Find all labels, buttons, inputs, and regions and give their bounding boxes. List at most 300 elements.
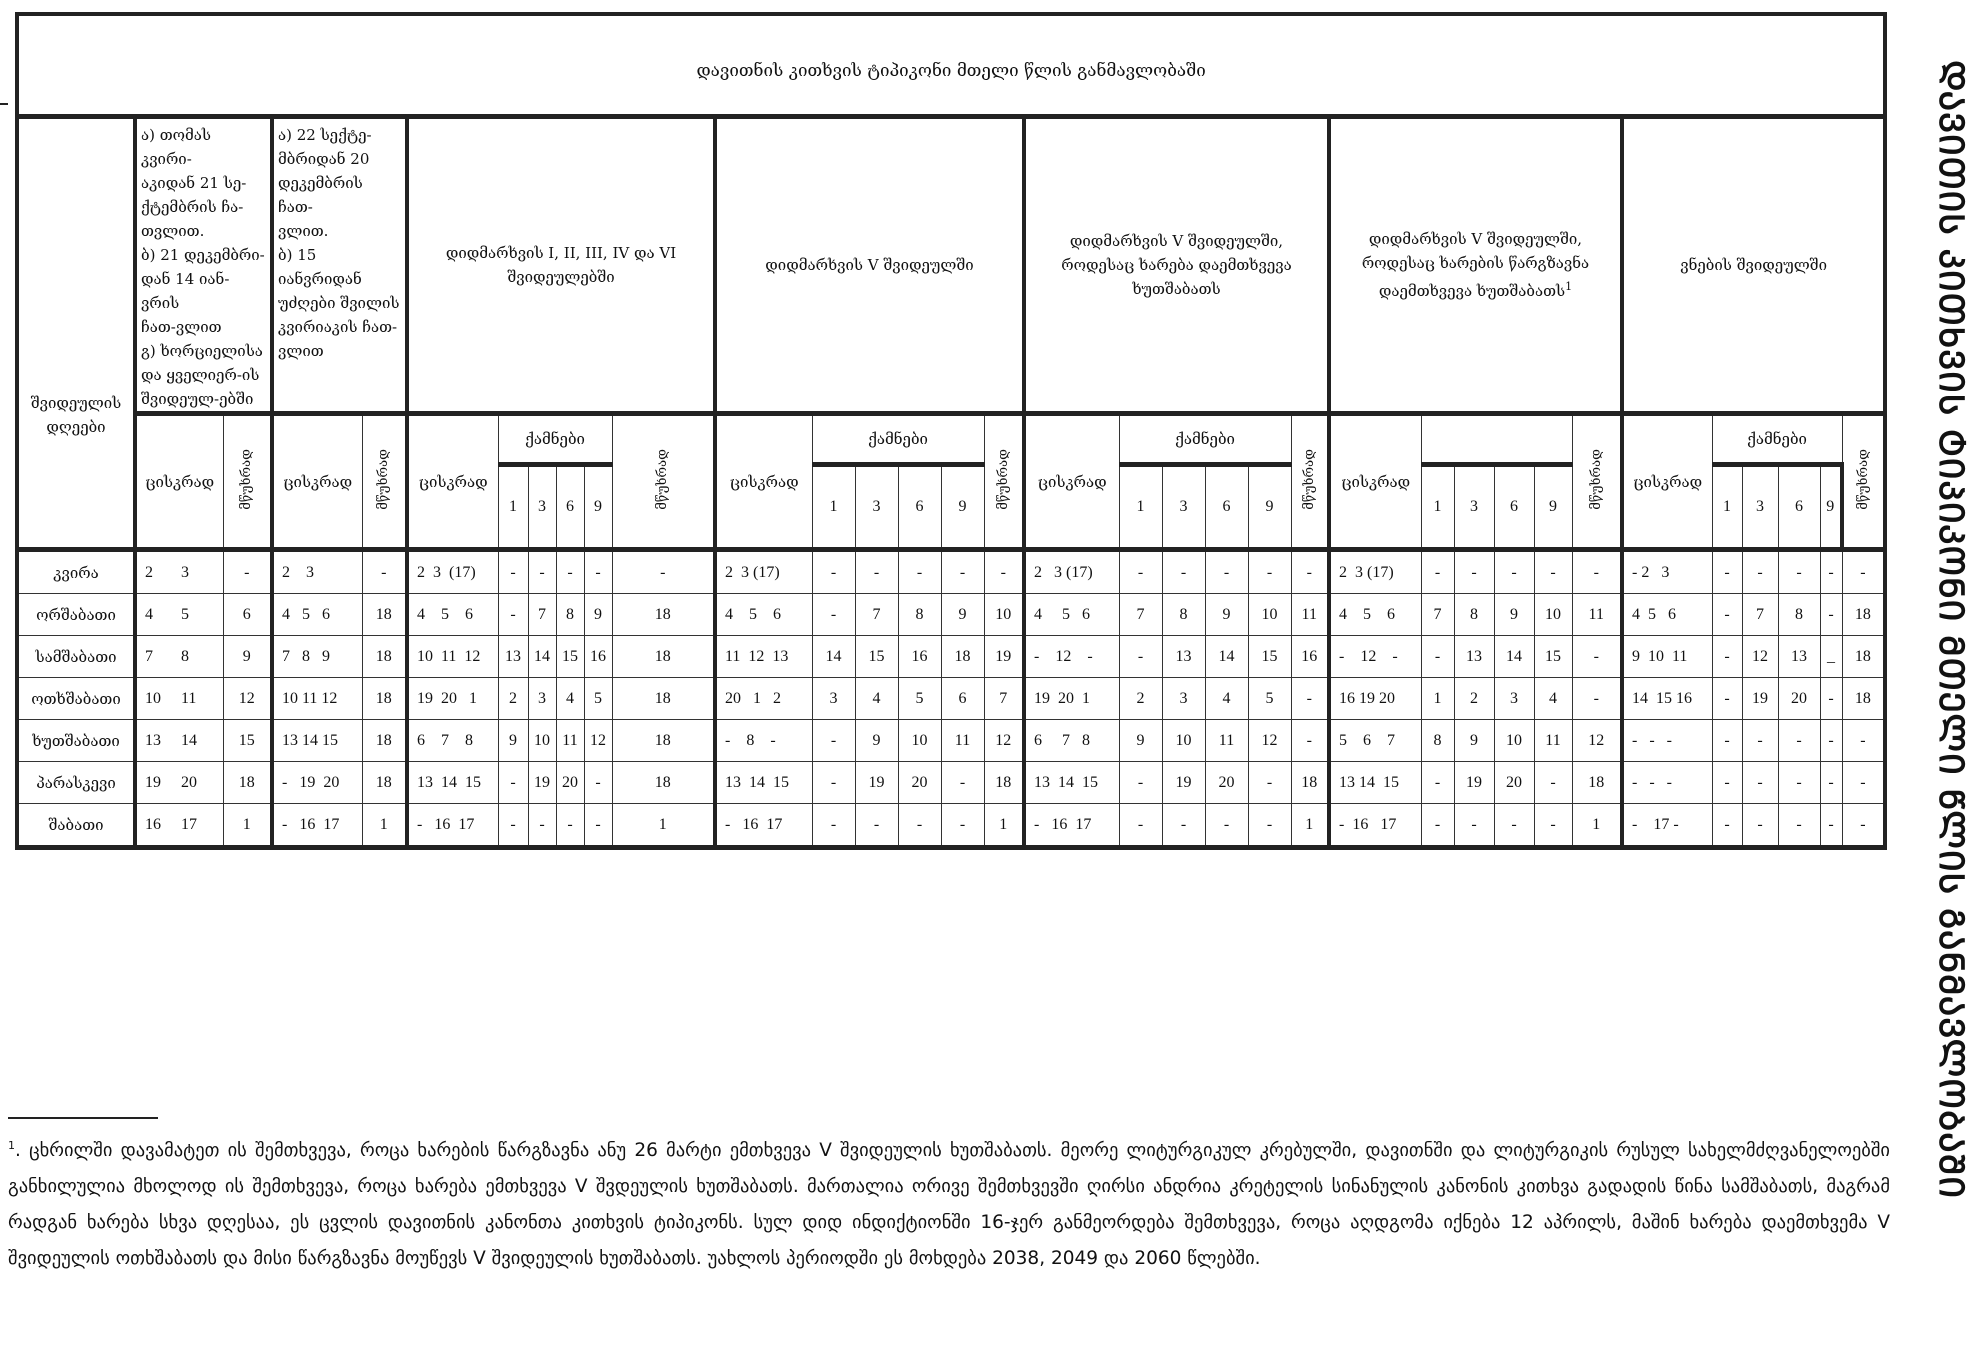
value-cell: 8 — [1454, 594, 1494, 636]
matins-header: ცისკრად — [272, 414, 362, 550]
period-note-1: ა) თომას კვირი- აკიდან 21 სე- ქტემბრის ჩა- თვლით. ბ) 21 დეკემბრი- დან 14 იან-ვრის ჩათ-ვლით გ) ხორციელისა და ყველიერ-ის შვიდეულ-ებში — [135, 117, 272, 414]
kathismata-header — [1421, 414, 1572, 465]
value-cell: - — [498, 594, 528, 636]
value-cell: - — [1778, 804, 1820, 848]
value-cell: - — [1742, 550, 1778, 594]
value-cell: - — [1742, 804, 1778, 848]
value-cell: 20 — [898, 762, 941, 804]
value-cell: 3 — [812, 678, 855, 720]
footnote — [8, 1128, 1890, 1277]
value-cell: 11 — [1572, 594, 1622, 636]
matins-cell: 4 5 6 — [1329, 594, 1421, 636]
matins-cell: 2 3 — [135, 550, 223, 594]
vespers-header — [362, 414, 407, 550]
value-cell: 18 — [223, 762, 272, 804]
day-cell: შაბათი — [17, 804, 135, 848]
kathismata-header: ქამნები — [1119, 414, 1291, 465]
day-cell: პარასკევი — [17, 762, 135, 804]
value-cell: 19 — [1742, 678, 1778, 720]
value-cell: - — [528, 804, 556, 848]
value-cell: - — [498, 804, 528, 848]
hour-header-9: 9 — [941, 465, 984, 550]
matins-cell: 4 5 6 — [1622, 594, 1712, 636]
value-cell: - — [1494, 804, 1534, 848]
value-cell: 7 — [1742, 594, 1778, 636]
value-cell: 1 — [1572, 804, 1622, 848]
value-cell: - — [898, 804, 941, 848]
value-cell: - — [223, 550, 272, 594]
matins-cell: 2 3 (17) — [407, 550, 498, 594]
value-cell: - — [812, 594, 855, 636]
vespers-label: მწუხრად — [1301, 449, 1317, 510]
matins-header: ცისკრად — [1024, 414, 1119, 550]
value-cell: - — [1820, 550, 1842, 594]
value-cell: - — [1248, 550, 1291, 594]
value-cell: - — [1820, 762, 1842, 804]
matins-cell: 7 8 9 — [272, 636, 362, 678]
value-cell: - — [1454, 550, 1494, 594]
value-cell: 18 — [362, 636, 407, 678]
vespers-label: მწუხრად — [655, 449, 671, 510]
value-cell: 14 — [1205, 636, 1248, 678]
matins-cell: - 19 20 — [272, 762, 362, 804]
matins-cell: 4 5 — [135, 594, 223, 636]
value-cell: - — [984, 550, 1024, 594]
value-cell: 19 — [1162, 762, 1205, 804]
value-cell: 10 — [528, 720, 556, 762]
kathismata-header: ქამნები — [812, 414, 984, 465]
value-cell: 12 — [1572, 720, 1622, 762]
value-cell: - — [1291, 678, 1329, 720]
value-cell: - — [1712, 720, 1742, 762]
vespers-label: მწუხრად — [376, 449, 392, 510]
value-cell: - — [941, 550, 984, 594]
value-cell: 18 — [362, 594, 407, 636]
value-cell: 16 — [1291, 636, 1329, 678]
matins-cell: 4 5 6 — [1024, 594, 1119, 636]
period-note-2: ა) 22 სექტე- მბრიდან 20 დეკემბრის ჩათ- ვლით. ბ) 15 იანვრიდან უძღები შვილის კვირიაკის ჩათ- ვლით — [272, 117, 407, 414]
value-cell: - — [1742, 720, 1778, 762]
value-cell: - — [1712, 550, 1742, 594]
matins-cell: 13 14 15 — [715, 762, 812, 804]
value-cell: 8 — [1421, 720, 1454, 762]
table-row — [17, 762, 1885, 804]
matins-cell: 16 19 20 — [1329, 678, 1421, 720]
matins-cell: 10 11 12 — [407, 636, 498, 678]
group-label: ვნების შვიდეულში — [1680, 256, 1827, 274]
value-cell: - — [1842, 550, 1885, 594]
table-row — [17, 550, 1885, 594]
value-cell: - — [612, 550, 715, 594]
vespers-label: მწუხრად — [995, 449, 1011, 510]
hour-header-9: 9 — [1820, 465, 1842, 550]
hour-header-1: 1 — [1119, 465, 1162, 550]
value-cell: - — [1119, 804, 1162, 848]
matins-cell: 19 20 1 — [407, 678, 498, 720]
value-cell: 15 — [556, 636, 584, 678]
value-cell: 9 — [1205, 594, 1248, 636]
matins-cell: 13 14 15 — [1024, 762, 1119, 804]
value-cell: - — [812, 804, 855, 848]
hour-header-6: 6 — [898, 465, 941, 550]
day-cell: ოთხშაბათი — [17, 678, 135, 720]
group-label: დიდმარხვის V შვიდეულში, როდესაც ხარება დაემთხვევა ხუთშაბათს — [1061, 232, 1292, 298]
value-cell: - — [1454, 804, 1494, 848]
value-cell: 4 — [1534, 678, 1572, 720]
day-column-header: შვიდეულის დღეები — [17, 117, 135, 550]
vespers-label: მწუხრად — [1588, 449, 1604, 510]
hour-header-1: 1 — [812, 465, 855, 550]
matins-cell: - 12 - — [1329, 636, 1421, 678]
value-cell: - — [1820, 678, 1842, 720]
matins-cell: - 17 - — [1622, 804, 1712, 848]
value-cell: - — [362, 550, 407, 594]
value-cell: 8 — [898, 594, 941, 636]
matins-cell: 4 5 6 — [272, 594, 362, 636]
matins-cell: 2 3 — [272, 550, 362, 594]
matins-cell: - 16 17 — [715, 804, 812, 848]
value-cell: 9 — [223, 636, 272, 678]
matins-cell: 13 14 — [135, 720, 223, 762]
group-header-4 — [1329, 117, 1622, 414]
value-cell: 12 — [584, 720, 612, 762]
value-cell: 19 — [984, 636, 1024, 678]
group-header-5 — [1622, 117, 1885, 414]
value-cell: 5 — [898, 678, 941, 720]
value-cell: 1 — [1421, 678, 1454, 720]
value-cell: 18 — [612, 678, 715, 720]
value-cell: - — [855, 550, 898, 594]
matins-cell: - 16 17 — [407, 804, 498, 848]
value-cell: 2 — [1119, 678, 1162, 720]
value-cell: 4 — [556, 678, 584, 720]
value-cell: 8 — [556, 594, 584, 636]
value-cell: 13 — [1162, 636, 1205, 678]
value-cell: - — [1572, 550, 1622, 594]
hour-header-6: 6 — [1778, 465, 1820, 550]
value-cell: 7 — [1119, 594, 1162, 636]
value-cell: 20 — [1778, 678, 1820, 720]
matins-cell: 10 11 12 — [272, 678, 362, 720]
vespers-header — [1291, 414, 1329, 550]
value-cell: 12 — [1248, 720, 1291, 762]
value-cell: - — [1494, 550, 1534, 594]
value-cell: - — [1291, 720, 1329, 762]
value-cell: - — [1534, 550, 1572, 594]
value-cell: 20 — [556, 762, 584, 804]
margin-tick — [0, 103, 8, 105]
hour-header-6: 6 — [1205, 465, 1248, 550]
value-cell: - — [812, 762, 855, 804]
value-cell: 9 — [1494, 594, 1534, 636]
table-row — [17, 636, 1885, 678]
value-cell: - — [1778, 762, 1820, 804]
value-cell: _ — [1820, 636, 1842, 678]
value-cell: 9 — [1119, 720, 1162, 762]
value-cell: - — [1820, 720, 1842, 762]
value-cell: 18 — [612, 636, 715, 678]
matins-cell: 16 17 — [135, 804, 223, 848]
day-cell: სამშაბათი — [17, 636, 135, 678]
kathismata-header: ქამნები — [498, 414, 612, 465]
value-cell: 13 — [1454, 636, 1494, 678]
value-cell: 15 — [1534, 636, 1572, 678]
value-cell: 1 — [612, 804, 715, 848]
value-cell: - — [1119, 550, 1162, 594]
value-cell: 2 — [498, 678, 528, 720]
group-label: დიდმარხვის V შვიდეულში, როდესაც ხარების წარგზავნა დაემთხვევა ხუთშაბათს — [1361, 230, 1590, 300]
value-cell: - — [1712, 762, 1742, 804]
matins-cell: 6 7 8 — [1024, 720, 1119, 762]
value-cell: - — [498, 550, 528, 594]
matins-header: ცისკრად — [1329, 414, 1421, 550]
value-cell: 3 — [1162, 678, 1205, 720]
footnote-separator — [8, 1117, 158, 1119]
value-cell: 12 — [984, 720, 1024, 762]
value-cell: 6 — [223, 594, 272, 636]
value-cell: 6 — [941, 678, 984, 720]
value-cell: 16 — [898, 636, 941, 678]
matins-cell: 6 7 8 — [407, 720, 498, 762]
matins-cell: 2 3 (17) — [1329, 550, 1421, 594]
table-row — [17, 804, 1885, 848]
matins-cell: 4 5 6 — [407, 594, 498, 636]
hour-header-6: 6 — [1494, 465, 1534, 550]
matins-cell: 13 14 15 — [272, 720, 362, 762]
matins-cell: - 16 17 — [1329, 804, 1421, 848]
value-cell: - — [1778, 720, 1820, 762]
value-cell: - — [1421, 550, 1454, 594]
matins-cell: 2 3 (17) — [1024, 550, 1119, 594]
value-cell: - — [1534, 762, 1572, 804]
matins-cell: 13 14 15 — [407, 762, 498, 804]
value-cell: - — [528, 550, 556, 594]
matins-cell: 9 10 11 — [1622, 636, 1712, 678]
matins-cell: - 2 3 — [1622, 550, 1712, 594]
value-cell: 2 — [1454, 678, 1494, 720]
value-cell: 3 — [1494, 678, 1534, 720]
matins-header: ცისკრად — [135, 414, 223, 550]
value-cell: 1 — [984, 804, 1024, 848]
hour-header-9: 9 — [1248, 465, 1291, 550]
value-cell: 9 — [855, 720, 898, 762]
value-cell: 9 — [584, 594, 612, 636]
value-cell: 18 — [362, 678, 407, 720]
value-cell: 12 — [223, 678, 272, 720]
matins-cell: - 16 17 — [272, 804, 362, 848]
value-cell: 1 — [362, 804, 407, 848]
value-cell: 10 — [984, 594, 1024, 636]
value-cell: 19 — [528, 762, 556, 804]
matins-cell: - 8 - — [715, 720, 812, 762]
group-header-1 — [407, 117, 715, 414]
matins-cell: 14 15 16 — [1622, 678, 1712, 720]
value-cell: - — [941, 762, 984, 804]
value-cell: 18 — [612, 762, 715, 804]
matins-cell: 11 12 13 — [715, 636, 812, 678]
value-cell: - — [1421, 636, 1454, 678]
hour-header-3: 3 — [528, 465, 556, 550]
value-cell: - — [556, 804, 584, 848]
footnote-ref: 1 — [1565, 280, 1573, 293]
hour-header-1: 1 — [1421, 465, 1454, 550]
matins-cell: 10 11 — [135, 678, 223, 720]
matins-cell: 7 8 — [135, 636, 223, 678]
day-cell: ორშაბათი — [17, 594, 135, 636]
hour-header-9: 9 — [1534, 465, 1572, 550]
matins-cell: 5 6 7 — [1329, 720, 1421, 762]
group-header-3 — [1024, 117, 1329, 414]
hour-header-3: 3 — [1742, 465, 1778, 550]
table-title: დავითნის კითხვის ტიპიკონი მთელი წლის განმავლობაში — [17, 14, 1885, 117]
value-cell: 18 — [984, 762, 1024, 804]
value-cell: - — [1291, 550, 1329, 594]
value-cell: - — [1205, 550, 1248, 594]
matins-cell: - 12 - — [1024, 636, 1119, 678]
value-cell: - — [1205, 804, 1248, 848]
value-cell: 18 — [1572, 762, 1622, 804]
table-row — [17, 678, 1885, 720]
value-cell: 18 — [612, 720, 715, 762]
value-cell: 15 — [855, 636, 898, 678]
value-cell: 18 — [1842, 678, 1885, 720]
matins-cell: 19 20 — [135, 762, 223, 804]
value-cell: 14 — [1494, 636, 1534, 678]
matins-cell: 13 14 15 — [1329, 762, 1421, 804]
hour-header-3: 3 — [1162, 465, 1205, 550]
value-cell: - — [1842, 720, 1885, 762]
value-cell: 10 — [1534, 594, 1572, 636]
group-header-2 — [715, 117, 1024, 414]
value-cell: - — [1712, 636, 1742, 678]
value-cell: - — [584, 804, 612, 848]
value-cell: 1 — [1291, 804, 1329, 848]
day-cell: კვირა — [17, 550, 135, 594]
value-cell: - — [1820, 804, 1842, 848]
value-cell: 18 — [1842, 636, 1885, 678]
value-cell: 19 — [855, 762, 898, 804]
matins-cell: 20 1 2 — [715, 678, 812, 720]
hour-header-3: 3 — [855, 465, 898, 550]
value-cell: 18 — [1842, 594, 1885, 636]
value-cell: 7 — [528, 594, 556, 636]
value-cell: 15 — [223, 720, 272, 762]
value-cell: 10 — [1248, 594, 1291, 636]
value-cell: 8 — [1162, 594, 1205, 636]
value-cell: - — [812, 550, 855, 594]
matins-cell: 2 3 (17) — [715, 550, 812, 594]
matins-header: ცისკრად — [407, 414, 498, 550]
matins-cell: 4 5 6 — [715, 594, 812, 636]
value-cell: - — [941, 804, 984, 848]
value-cell: 11 — [1534, 720, 1572, 762]
value-cell: 11 — [556, 720, 584, 762]
vespers-header — [612, 414, 715, 550]
value-cell: 1 — [223, 804, 272, 848]
psalter-typikon-table — [15, 12, 1887, 850]
value-cell: 18 — [612, 594, 715, 636]
day-cell: ხუთშაბათი — [17, 720, 135, 762]
value-cell: 11 — [1205, 720, 1248, 762]
value-cell: - — [1572, 678, 1622, 720]
value-cell: 20 — [1494, 762, 1534, 804]
value-cell: 3 — [528, 678, 556, 720]
value-cell: - — [855, 804, 898, 848]
value-cell: 18 — [1291, 762, 1329, 804]
value-cell: 13 — [1778, 636, 1820, 678]
hour-header-6: 6 — [556, 465, 584, 550]
group-label: დიდმარხვის I, II, III, IV და VI შვიდეულებში — [445, 244, 677, 286]
value-cell: 9 — [1454, 720, 1494, 762]
matins-cell: - - - — [1622, 720, 1712, 762]
value-cell: - — [1778, 550, 1820, 594]
hour-header-9: 9 — [584, 465, 612, 550]
group-label: დიდმარხვის V შვიდეულში — [765, 256, 974, 274]
value-cell: - — [1712, 804, 1742, 848]
value-cell: 7 — [855, 594, 898, 636]
value-cell: - — [1842, 804, 1885, 848]
value-cell: - — [812, 720, 855, 762]
footnote-mark: 1 — [8, 1139, 15, 1152]
value-cell: - — [498, 762, 528, 804]
value-cell: - — [1248, 804, 1291, 848]
value-cell: 10 — [1162, 720, 1205, 762]
value-cell: 14 — [812, 636, 855, 678]
value-cell: 4 — [855, 678, 898, 720]
value-cell: - — [1742, 762, 1778, 804]
footnote-text: . ცხრილში დავამატეთ ის შემთხვევა, როცა ხარების წარგზავნა ანუ 26 მარტი ემთხვევა V შვიდეულის ხუთშაბათს. მეორე ლიტურგიკულ კრებულში, დავითნში და ლიტურგიკის რუსულ სახელმძღვანელოებში განხილულია მხოლოდ ის შემთხვევა, როცა ხარება ემთხვევა V შვდეულის ხუთშაბათს. მართალია ორივე შემთხვევში ღირსი ანდრია კრეტელის სინანულის კანონის კითხვა გადადის წინა სამშაბათს, მაგრამ რადგან ხარება სხვა დღესაა, ეს ცვლის დავითნის კანონთა კითხვის ტიპიკონს. სულ დიდ ინდიქტიონში 16-ჯერ განმეორდება შემთხვევა, როცა აღდგომა იქნება 12 აპრილს, მაშინ ხარება დაემთხვემა V შვიდეულის ოთხშაბათს და მისი წარგზავნა მოუწევს V შვიდეულის ხუთშაბათს. უახლოს პერიოდში ეს მოხდება 2038, 2049 და 2060 წლებში. — [8, 1140, 1890, 1270]
hour-header-3: 3 — [1454, 465, 1494, 550]
value-cell: 8 — [1778, 594, 1820, 636]
value-cell: 18 — [362, 762, 407, 804]
table-row — [17, 594, 1885, 636]
vespers-header — [1572, 414, 1622, 550]
hour-header-1: 1 — [1712, 465, 1742, 550]
value-cell: - — [898, 550, 941, 594]
value-cell: - — [1820, 594, 1842, 636]
value-cell: 10 — [898, 720, 941, 762]
matins-cell: 19 20 1 — [1024, 678, 1119, 720]
value-cell: - — [1534, 804, 1572, 848]
value-cell: - — [1421, 762, 1454, 804]
value-cell: - — [584, 550, 612, 594]
vespers-label: მწუხრად — [1856, 449, 1872, 510]
value-cell: 10 — [1494, 720, 1534, 762]
value-cell: 7 — [1421, 594, 1454, 636]
value-cell: 12 — [1742, 636, 1778, 678]
value-cell: 11 — [941, 720, 984, 762]
value-cell: - — [1421, 804, 1454, 848]
matins-header: ცისკრად — [1622, 414, 1712, 550]
hour-header-1: 1 — [498, 465, 528, 550]
vespers-header — [1842, 414, 1885, 550]
vespers-header — [984, 414, 1024, 550]
value-cell: 14 — [528, 636, 556, 678]
value-cell: 13 — [498, 636, 528, 678]
value-cell: 19 — [1454, 762, 1494, 804]
value-cell: 11 — [1291, 594, 1329, 636]
value-cell: 5 — [584, 678, 612, 720]
value-cell: 16 — [584, 636, 612, 678]
value-cell: 20 — [1205, 762, 1248, 804]
vertical-page-title: ᲓᲐᲕᲘᲗᲘᲡ ᲙᲘᲗᲮᲕᲘᲡ ᲢᲘᲞᲘᲙᲝᲜᲘ ᲛᲗᲔᲚᲘ ᲬᲚᲘᲡ ᲒᲐᲜᲛᲐᲕᲚᲝᲑᲐᲨᲘ — [1931, 60, 1971, 1200]
value-cell: 15 — [1248, 636, 1291, 678]
value-cell: 18 — [941, 636, 984, 678]
value-cell: - — [1572, 636, 1622, 678]
value-cell: 5 — [1248, 678, 1291, 720]
value-cell: - — [1712, 594, 1742, 636]
value-cell: - — [1162, 804, 1205, 848]
